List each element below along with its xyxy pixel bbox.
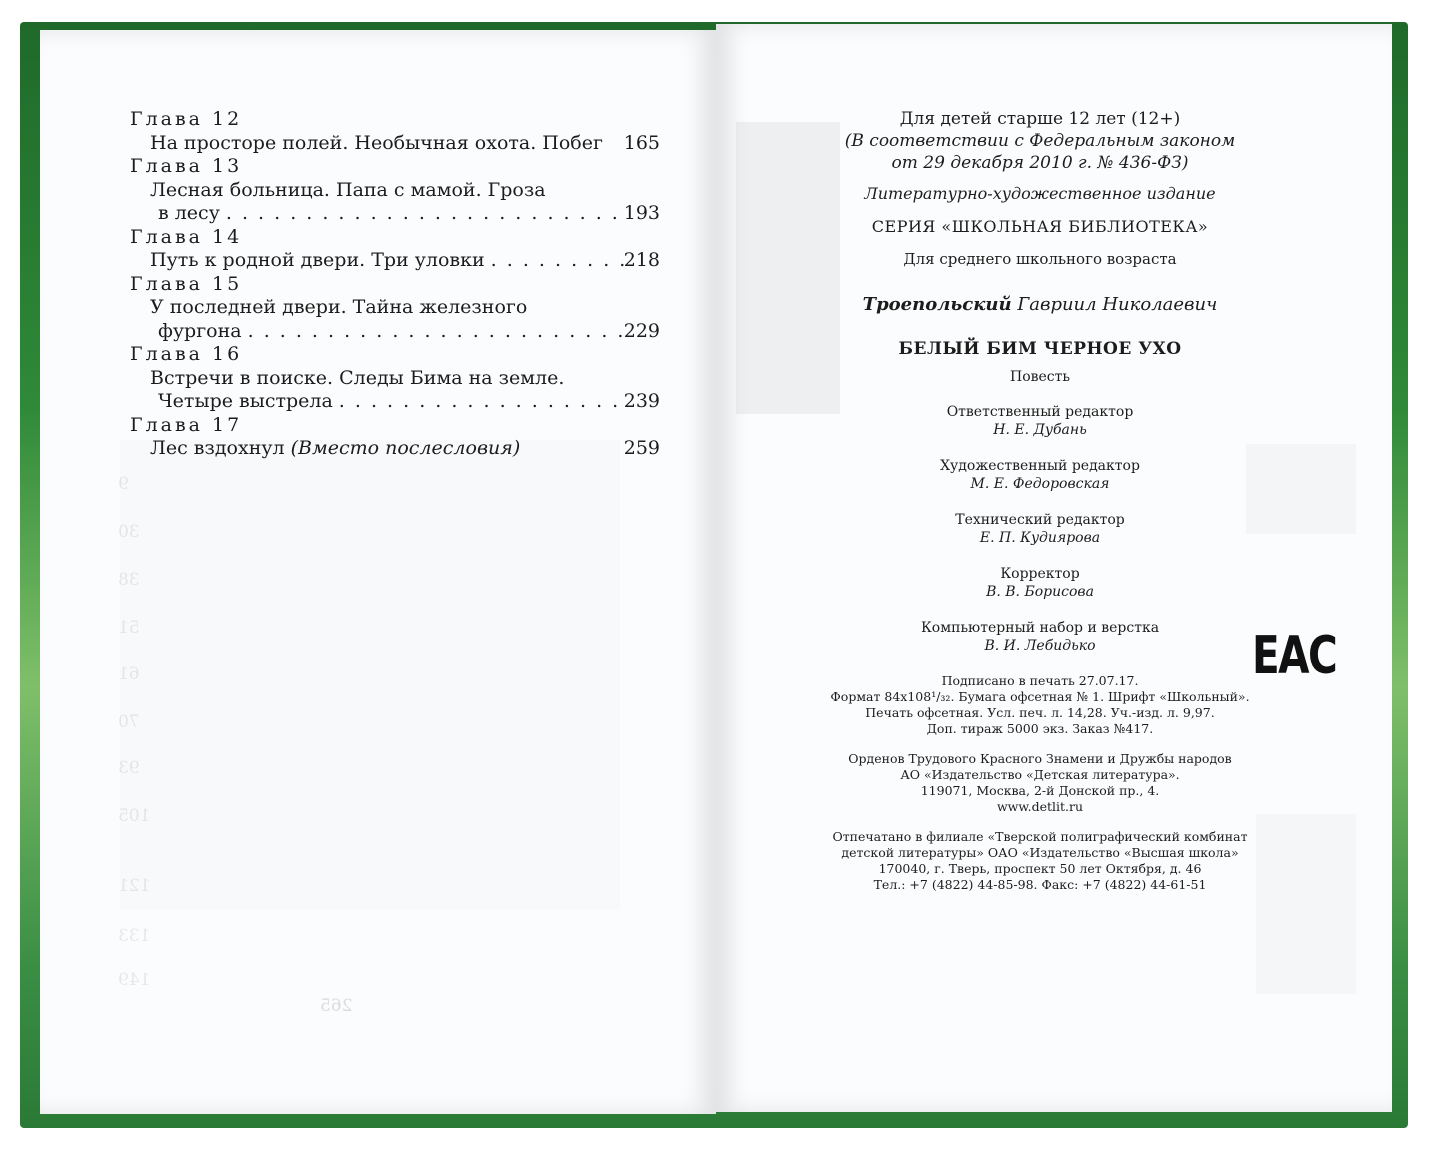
- chapter-title-row: [130, 132, 660, 156]
- toc-entry: [130, 343, 660, 414]
- printer-info: [820, 829, 1260, 893]
- show-through-number: 38: [118, 570, 140, 590]
- show-through-number: 133: [118, 926, 151, 946]
- toc-entry: [130, 155, 660, 226]
- eac-mark: EAC: [1252, 626, 1337, 686]
- series-name: СЕРИЯ «ШКОЛЬНАЯ БИБЛИОТЕКА»: [871, 217, 1209, 236]
- show-through-number: 61: [118, 664, 140, 684]
- show-through-number: 9: [118, 474, 129, 494]
- credit-name: М. Е. Федоровская: [970, 476, 1110, 492]
- printer-line: детской литературы» ОАО «Издательство «Высшая школа»: [841, 845, 1239, 860]
- chapter-heading: Глава 16: [130, 343, 243, 365]
- page-ref: 193: [623, 202, 660, 224]
- dot-leader: [242, 320, 624, 344]
- page-ref: 239: [623, 390, 660, 412]
- toc-entry: [130, 414, 660, 461]
- publisher-info: [820, 751, 1260, 815]
- show-through-number: 149: [118, 970, 151, 990]
- credit-name: Н. Е. Дубань: [993, 422, 1087, 438]
- dot-leader: [485, 249, 624, 273]
- print-info-line: Печать офсетная. Усл. печ. л. 14,28. Уч.-изд. л. 9,97.: [865, 705, 1215, 720]
- credit-role: Художественный редактор: [940, 458, 1140, 474]
- show-through-page-number: 265: [320, 996, 353, 1016]
- chapter-title-italic: (Вместо послесловия): [290, 437, 521, 459]
- show-through-number: 121: [118, 876, 151, 896]
- genre: Повесть: [1009, 369, 1070, 385]
- page-ref: 165: [623, 131, 660, 154]
- credit-role: Компьютерный набор и верстка: [920, 620, 1160, 636]
- chapter-title-line: У последней двери. Тайна железного: [150, 296, 528, 318]
- credit-role: Технический редактор: [955, 512, 1125, 528]
- page-ref: 259: [623, 437, 660, 459]
- show-through-image-lower: [1256, 814, 1356, 994]
- chapter-title: Путь к родной двери. Три уловки: [150, 249, 485, 271]
- imprint: [820, 108, 1260, 893]
- chapter-title: в лесу: [158, 202, 220, 224]
- print-info: [820, 673, 1260, 737]
- page-ref: 218: [623, 249, 660, 271]
- show-through-image-small: [1246, 444, 1356, 534]
- printer-line: Тел.: +7 (4822) 44-85-98. Факс: +7 (4822) 44-61-51: [873, 877, 1207, 892]
- book-title: БЕЛЫЙ БИМ ЧЕРНОЕ УХО: [898, 339, 1182, 359]
- chapter-title-row: [130, 320, 660, 344]
- show-through-number: 30: [118, 522, 140, 542]
- chapter-title-line: Встречи в поиске. Следы Бима на земле.: [150, 366, 565, 389]
- print-info-line: Формат 84x108¹/₃₂. Бумага офсетная № 1. Шрифт «Школьный».: [830, 689, 1250, 704]
- publisher-line: АО «Издательство «Детская литература».: [900, 767, 1180, 782]
- chapter-title-row: [130, 202, 660, 226]
- edition-kind: Литературно-художественное издание: [864, 184, 1216, 203]
- chapter-heading: Глава 12: [130, 108, 243, 130]
- chapter-title-line: Лесная больница. Папа с мамой. Гроза: [150, 178, 546, 201]
- show-through-number: 105: [118, 806, 151, 826]
- credit-name: В. В. Борисова: [986, 584, 1094, 600]
- show-through-shadow: [120, 440, 620, 910]
- chapter-title: Четыре выстрела: [158, 390, 333, 412]
- chapter-heading: Глава 13: [130, 155, 243, 177]
- chapter-title: фургона: [158, 319, 242, 342]
- print-info-line: Доп. тираж 5000 экз. Заказ №417.: [926, 721, 1154, 736]
- chapter-title-row: [130, 390, 660, 414]
- author: [820, 294, 1260, 315]
- credit-name: Е. П. Кудиярова: [979, 530, 1101, 546]
- show-through-number: 51: [118, 618, 140, 638]
- toc-entry: [130, 273, 660, 344]
- audience: Для среднего школьного возраста: [903, 250, 1177, 268]
- credit-role: Корректор: [1000, 566, 1080, 582]
- publisher-line: Орденов Трудового Красного Знамени и Дружбы народов: [848, 751, 1232, 766]
- toc-entry: [130, 108, 660, 155]
- age-law-note-1: (В соответствии с Федеральным законом: [844, 131, 1236, 151]
- age-rating: Для детей старше 12 лет (12+): [899, 109, 1181, 129]
- credits: [820, 403, 1260, 655]
- author-first-name: Гавриил Николаевич: [1017, 294, 1218, 315]
- chapter-title: На просторе полей. Необычная охота. Побег: [150, 131, 603, 154]
- age-law-note-2: от 29 декабря 2010 г. № 436-ФЗ): [891, 153, 1189, 173]
- page-ref: 229: [623, 319, 660, 342]
- chapter-title-row: [130, 437, 660, 461]
- credit-name: В. И. Лебидько: [984, 638, 1096, 654]
- show-through-number: 93: [118, 758, 140, 778]
- chapter-heading: Глава 17: [130, 413, 243, 436]
- printer-line: Отпечатано в филиале «Тверской полиграфический комбинат: [832, 829, 1248, 844]
- dot-leader: [220, 202, 624, 226]
- dot-leader: [333, 390, 624, 414]
- publisher-line: www.detlit.ru: [996, 799, 1084, 814]
- print-info-line: Подписано в печать 27.07.17.: [941, 673, 1139, 688]
- publisher-line: 119071, Москва, 2-й Донской пр., 4.: [920, 783, 1160, 798]
- chapter-title-row: [130, 249, 660, 273]
- chapter-heading: Глава 14: [130, 225, 243, 248]
- table-of-contents: [130, 108, 660, 461]
- show-through-number: 70: [118, 712, 140, 732]
- author-last-name: Троепольский: [862, 294, 1012, 315]
- chapter-title: Лес вздохнул: [150, 437, 285, 459]
- chapter-heading: Глава 15: [130, 272, 243, 295]
- toc-entry: [130, 226, 660, 273]
- printer-line: 170040, г. Тверь, проспект 50 лет Октября, д. 46: [878, 861, 1202, 876]
- credit-role: Ответственный редактор: [946, 404, 1134, 420]
